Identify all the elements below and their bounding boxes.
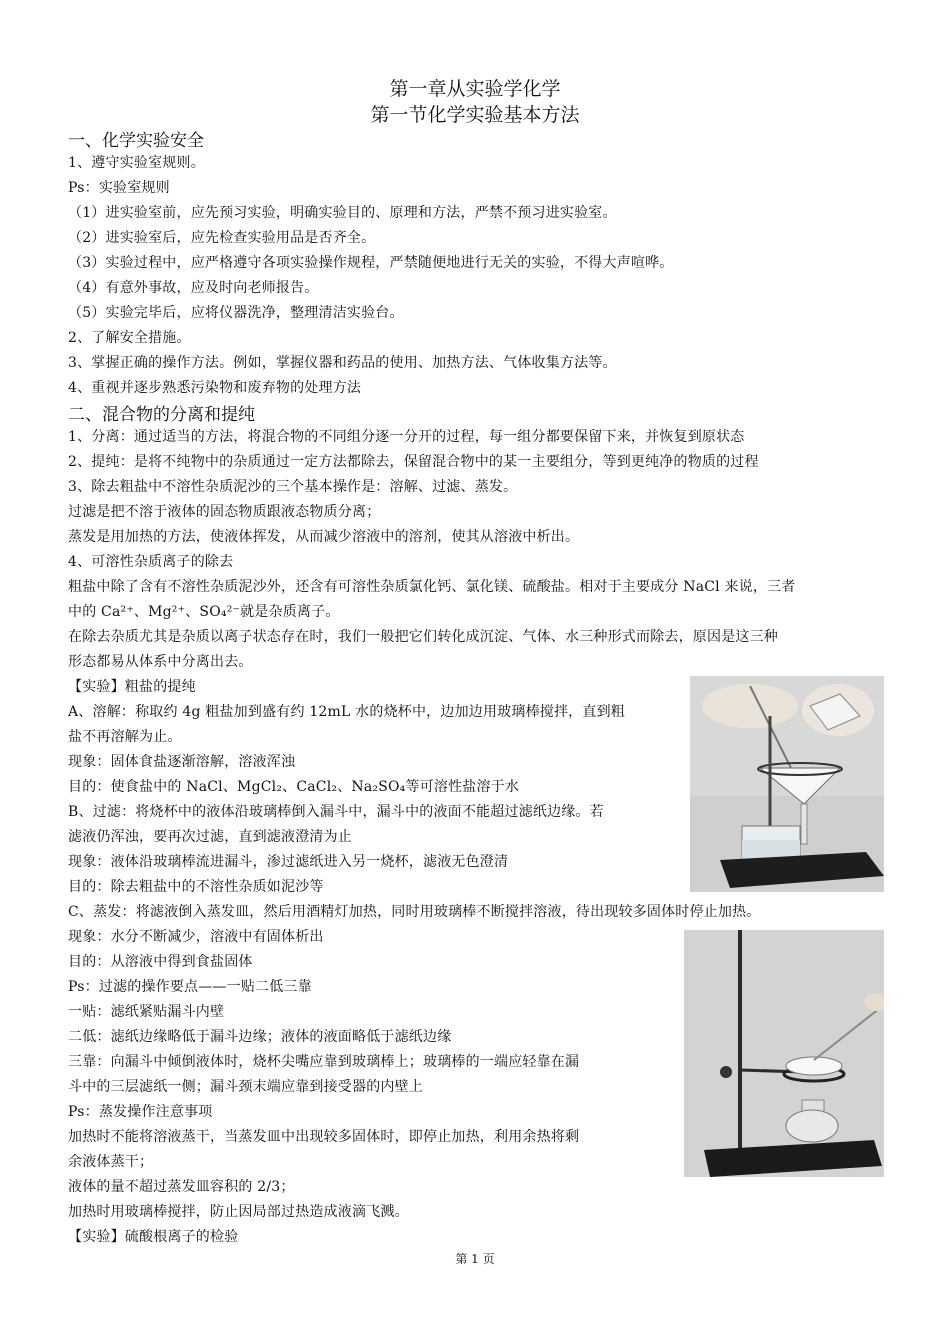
text-line: （4）有意外事故，应及时向老师报告。	[68, 280, 319, 296]
text-line: 盐不再溶解为止。	[68, 729, 182, 745]
text-line: 液体的量不超过蒸发皿容积的 2/3；	[68, 1179, 295, 1195]
text-line: Ps：实验室规则	[68, 180, 170, 196]
text-line: 4、重视并逐步熟悉污染物和废弃物的处理方法	[68, 380, 362, 396]
text-line: 二低：滤纸边缘略低于漏斗边缘；液体的液面略低于滤纸边缘	[68, 1029, 452, 1045]
text-line: 1、分离：通过适当的方法，将混合物的不同组分逐一分开的过程，每一组分都要保留下来，并恢复到原状态	[68, 429, 745, 445]
text-line: 3、除去粗盐中不溶性杂质泥沙的三个基本操作是：溶解、过滤、蒸发。	[68, 479, 518, 495]
text-line: 中的 Ca²⁺、Mg²⁺、SO₄²⁻就是杂质离子。	[68, 604, 340, 620]
text-line: 粗盐中除了含有不溶性杂质泥沙外，还含有可溶性杂质氯化钙、氯化镁、硫酸盐。相对于主要成分 NaCl 来说，三者	[68, 579, 796, 595]
text-line: （1）进实验室前，应先预习实验，明确实验目的、原理和方法，严禁不预习进实验室。	[68, 205, 617, 221]
text-line: 3、掌握正确的操作方法。例如，掌握仪器和药品的使用、加热方法、气体收集方法等。	[68, 355, 617, 371]
text-line: 【实验】硫酸根离子的检验	[68, 1229, 239, 1245]
text-line: C、蒸发：将滤液倒入蒸发皿，然后用酒精灯加热，同时用玻璃棒不断搅拌溶液，待出现较多固体时停止加热。	[68, 904, 761, 920]
text-line: 加热时不能将溶液蒸干，当蒸发皿中出现较多固体时，即停止加热，利用余热将剩	[68, 1129, 580, 1145]
text-line: 余液体蒸干；	[68, 1154, 154, 1170]
heading-safety: 一、化学实验安全	[68, 131, 204, 151]
chapter-title: 第一章从实验学化学	[389, 78, 561, 100]
text-line: 一贴：滤纸紧贴漏斗内壁	[68, 1004, 225, 1020]
text-line: 【实验】粗盐的提纯	[68, 679, 196, 695]
text-line: 4、可溶性杂质离子的除去	[68, 554, 234, 570]
text-line: 形态都易从体系中分离出去。	[68, 654, 253, 670]
text-line: Ps：蒸发操作注意事项	[68, 1104, 213, 1120]
text-line: 蒸发是用加热的方法，使液体挥发，从而减少溶液中的溶剂，使其从溶液中析出。	[68, 529, 580, 545]
text-line: 滤液仍浑浊，要再次过滤，直到滤液澄清为止	[68, 829, 352, 845]
text-line: 目的：除去粗盐中的不溶性杂质如泥沙等	[68, 879, 324, 895]
text-line: Ps：过滤的操作要点——一贴二低三靠	[68, 979, 312, 995]
text-line: 现象：固体食盐逐渐溶解，溶液浑浊	[68, 754, 296, 770]
evaporation-photo	[684, 930, 884, 1177]
text-line: 三靠：向漏斗中倾倒液体时，烧杯尖嘴应靠到玻璃棒上；玻璃棒的一端应轻靠在漏	[68, 1054, 580, 1070]
text-line: B、过滤：将烧杯中的液体沿玻璃棒倒入漏斗中，漏斗中的液面不能超过滤纸边缘。若	[68, 804, 604, 820]
text-line: 斗中的三层滤纸一侧；漏斗颈末端应靠到接受器的内壁上	[68, 1079, 423, 1095]
text-line: 2、了解安全措施。	[68, 330, 191, 346]
heading-separation: 二、混合物的分离和提纯	[68, 405, 255, 425]
text-line: （3）实验过程中，应严格遵守各项实验操作规程，严禁随便地进行无关的实验，不得大声喧哗。	[68, 255, 674, 271]
text-line: 目的：使食盐中的 NaCl、MgCl₂、CaCl₂、Na₂SO₄等可溶性盐溶于水	[68, 779, 520, 795]
text-line: 1、遵守实验室规则。	[68, 155, 205, 171]
text-line: 现象：液体沿玻璃棒流进漏斗，渗过滤纸进入另一烧杯，滤液无色澄清	[68, 854, 509, 870]
text-line: （2）进实验室后，应先检查实验用品是否齐全。	[68, 230, 376, 246]
text-line: 加热时用玻璃棒搅拌，防止因局部过热造成液滴飞溅。	[68, 1204, 409, 1220]
section-title: 第一节化学实验基本方法	[370, 104, 580, 126]
text-line: （5）实验完毕后，应将仪器洗净，整理清洁实验台。	[68, 305, 404, 321]
text-line: 现象：水分不断减少，溶液中有固体析出	[68, 929, 324, 945]
page-number: 第 1 页	[455, 1252, 495, 1266]
text-line: 在除去杂质尤其是杂质以离子状态存在时，我们一般把它们转化成沉淀、气体、水三种形式而除去，原因是这三种	[68, 629, 778, 645]
text-line: 2、提纯：是将不纯物中的杂质通过一定方法都除去，保留混合物中的某一主要组分，等到更纯净的物质的过程	[68, 454, 759, 470]
text-line: A、溶解：称取约 4g 粗盐加到盛有约 12mL 水的烧杯中，边加边用玻璃棒搅拌，直到粗	[68, 704, 625, 720]
text-line: 目的：从溶液中得到食盐固体	[68, 954, 253, 970]
text-line: 过滤是把不溶于液体的固态物质跟液态物质分离；	[68, 504, 381, 520]
filtration-photo	[690, 676, 884, 892]
